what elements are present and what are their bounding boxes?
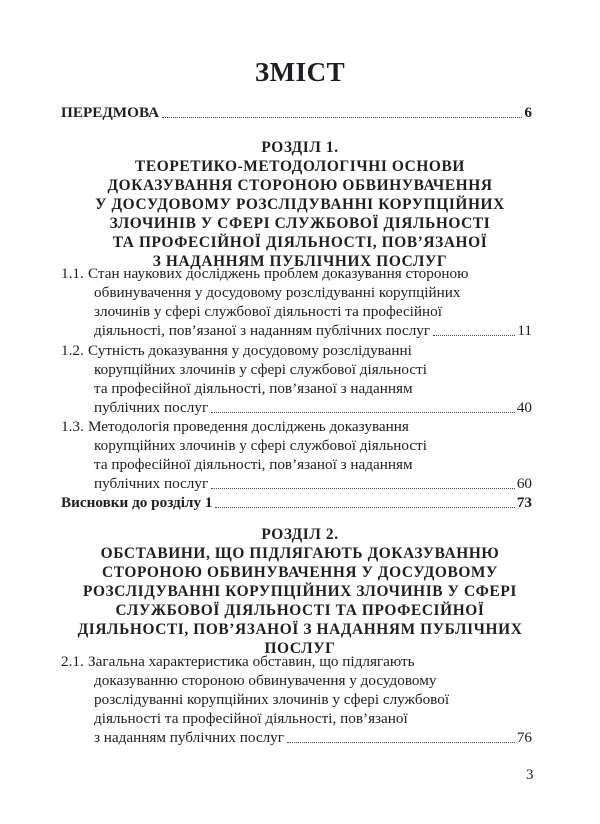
- toc-page-number: 11: [517, 322, 532, 339]
- dot-leader: [433, 335, 515, 336]
- section-heading-line: ТА ПРОФЕСІЙНОЇ ДІЯЛЬНОСТІ, ПОВ’ЯЗАНОЇ: [112, 234, 488, 251]
- section-heading-line: СЛУЖБОВОЇ ДІЯЛЬНОСТІ ТА ПРОФЕСІЙНОЇ: [115, 602, 485, 619]
- toc-entry-line: Загальна характеристика обставин, що підлягають: [88, 653, 415, 670]
- toc-entry-line: діяльності та професійної діяльності, пов’язаної: [94, 710, 408, 727]
- toc-entry-line: та професійної діяльності, пов’язаної з наданням: [94, 380, 413, 397]
- toc-entry-line: злочинів у сфері службової діяльності та професійної: [94, 303, 442, 320]
- toc-entry-conclusions-1[interactable]: [61, 493, 532, 512]
- toc-entry-line: доказуванню стороною обвинувачення у досудовому: [94, 672, 437, 689]
- section-heading-line: ДОКАЗУВАННЯ СТОРОНОЮ ОБВИНУВАЧЕННЯ: [107, 177, 493, 194]
- toc-entry-line: публічних послуг: [94, 399, 209, 416]
- toc-page-number: 76: [516, 729, 532, 746]
- toc-entry-number: 2.1.: [61, 653, 84, 670]
- toc-entry-line: розслідуванні корупційних злочинів у сфері службової: [94, 691, 450, 708]
- toc-entry-number: 1.2.: [61, 342, 84, 359]
- section-1-heading: [50, 138, 550, 271]
- section-heading-line: ТЕОРЕТИКО-МЕТОДОЛОГІЧНІ ОСНОВИ: [135, 158, 465, 175]
- dot-leader: [211, 412, 515, 413]
- toc-page-number: 73: [516, 494, 532, 511]
- toc-entry-label: Висновки до розділу 1: [61, 494, 213, 511]
- toc-entry-line: з наданням публічних послуг: [94, 729, 284, 746]
- toc-entry-line: Методологія проведення досліджень доказування: [88, 418, 409, 435]
- section-heading-line: РОЗДІЛ 1.: [261, 139, 339, 156]
- toc-entry-line: публічних послуг: [94, 475, 209, 492]
- toc-entry-number: 1.3.: [61, 418, 84, 435]
- section-heading-line: ДІЯЛЬНОСТІ, ПОВ’ЯЗАНОЇ З НАДАННЯМ ПУБЛІЧНИХ: [77, 621, 523, 638]
- section-heading-line: З НАДАННЯМ ПУБЛІЧНИХ ПОСЛУГ: [152, 253, 448, 270]
- toc-page-number: 60: [516, 475, 532, 492]
- toc-entry-line: корупційних злочинів у сфері службової діяльності: [94, 361, 427, 378]
- section-heading-line: ОБСТАВИНИ, ЩО ПІДЛЯГАЮТЬ ДОКАЗУВАННЮ: [100, 545, 500, 562]
- section-heading-line: РОЗСЛІДУВАННІ КОРУПЦІЙНИХ ЗЛОЧИНІВ У СФЕРІ: [83, 583, 517, 600]
- toc-entry-line: обвинувачення у досудовому розслідуванні корупційних: [94, 284, 461, 301]
- toc-entry-line: Стан наукових досліджень проблем доказування стороною: [88, 265, 469, 282]
- section-heading-line: ПОСЛУГ: [264, 640, 336, 657]
- toc-entry-line: діяльності, пов’язаної з наданням публічних послуг: [94, 322, 431, 339]
- page-number: 3: [526, 767, 534, 783]
- toc-entry-preface[interactable]: [61, 103, 532, 122]
- toc-page-number: 6: [524, 104, 532, 121]
- section-heading-line: У ДОСУДОВОМУ РОЗСЛІДУВАННІ КОРУПЦІЙНИХ: [95, 196, 505, 213]
- toc-entry-line: та професійної діяльності, пов’язаної з наданням: [94, 456, 413, 473]
- toc-entry-label: ПЕРЕДМОВА: [61, 104, 160, 121]
- section-2-heading: [50, 525, 550, 658]
- dot-leader: [215, 507, 514, 508]
- section-heading-line: ЗЛОЧИНІВ У СФЕРІ СЛУЖБОВОЇ ДІЯЛЬНОСТІ: [109, 215, 491, 232]
- dot-leader: [211, 488, 515, 489]
- toc-entry-line: Сутність доказування у досудовому розслідуванні: [88, 342, 412, 359]
- toc-entry-number: 1.1.: [61, 265, 84, 282]
- dot-leader: [287, 742, 515, 743]
- toc-page-number: 40: [516, 399, 532, 416]
- toc-entry-line: корупційних злочинів у сфері службової діяльності: [94, 437, 427, 454]
- section-heading-line: РОЗДІЛ 2.: [261, 526, 339, 543]
- section-heading-line: СТОРОНОЮ ОБВИНУВАЧЕННЯ У ДОСУДОВОМУ: [102, 564, 498, 581]
- dot-leader: [162, 117, 522, 118]
- page-title: ЗМІСТ: [254, 57, 346, 87]
